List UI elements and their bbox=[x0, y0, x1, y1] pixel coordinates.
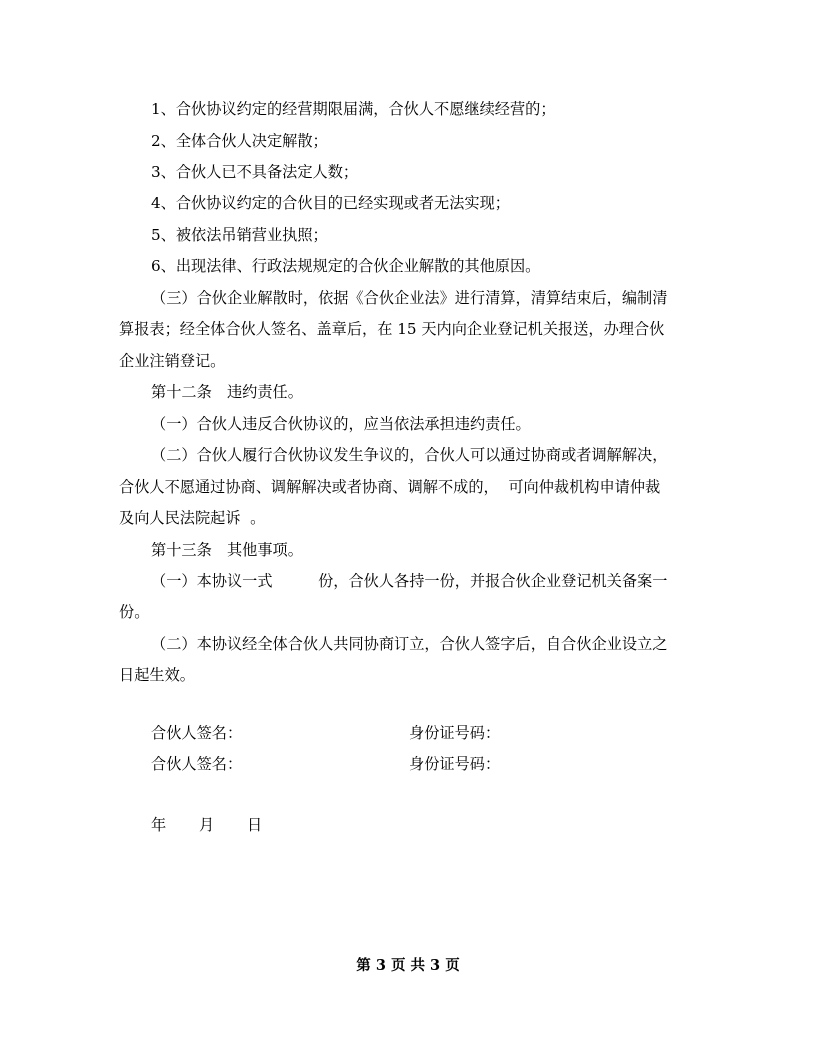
id-number-label: 身份证号码： bbox=[409, 724, 501, 742]
paragraph-line: 及向人民法院起诉 。 bbox=[119, 509, 266, 527]
partner-sign-label: 合伙人签名： bbox=[151, 724, 243, 742]
paragraph-line: 日起生效。 bbox=[119, 666, 195, 684]
paragraph-line: （一）合伙人违反合伙协议的，应当依法承担违约责任。 bbox=[151, 415, 531, 433]
paragraph-line: 企业注销登记。 bbox=[119, 352, 226, 370]
page-number-footer: 第 3 页 共 3 页 bbox=[356, 957, 460, 974]
list-item: 4、合伙协议约定的合伙目的已经实现或者无法实现； bbox=[151, 194, 510, 212]
article-heading: 第十三条 其他事项。 bbox=[151, 541, 303, 559]
list-item: 3、合伙人已不具备法定人数； bbox=[151, 163, 359, 181]
article-heading: 第十二条 违约责任。 bbox=[151, 383, 303, 401]
date-day: 日 bbox=[247, 816, 263, 834]
paragraph-line: （二）本协议经全体合伙人共同协商订立，合伙人签字后，自合伙企业设立之 bbox=[151, 635, 668, 653]
date-month: 月 bbox=[199, 816, 215, 834]
date-year: 年 bbox=[151, 816, 167, 834]
paragraph-line: （一）本协议一式 份，合伙人各持一份，并报合伙企业登记机关备案一 bbox=[151, 572, 668, 590]
paragraph-line: 算报表；经全体合伙人签名、盖章后，在 15 天内向企业登记机关报送，办理合伙 bbox=[119, 320, 665, 338]
list-item: 1、合伙协议约定的经营期限届满，合伙人不愿继续经营的； bbox=[151, 100, 556, 118]
list-item: 5、被依法吊销营业执照； bbox=[151, 226, 328, 244]
paragraph-line: （三）合伙企业解散时，依据《合伙企业法》进行清算，清算结束后，编制清 bbox=[151, 289, 668, 307]
paragraph-line: 份。 bbox=[119, 603, 150, 621]
paragraph-line: （二）合伙人履行合伙协议发生争议的，合伙人可以通过协商或者调解解决， bbox=[151, 446, 668, 464]
paragraph-line: 合伙人不愿通过协商、调解解决或者协商、调解不成的， 可向仲裁机构申请仲裁 bbox=[119, 478, 661, 496]
id-number-label: 身份证号码： bbox=[409, 755, 501, 773]
list-item: 2、全体合伙人决定解散； bbox=[151, 132, 328, 150]
partner-sign-label: 合伙人签名： bbox=[151, 755, 243, 773]
list-item: 6、出现法律、行政法规规定的合伙企业解散的其他原因。 bbox=[151, 257, 541, 275]
